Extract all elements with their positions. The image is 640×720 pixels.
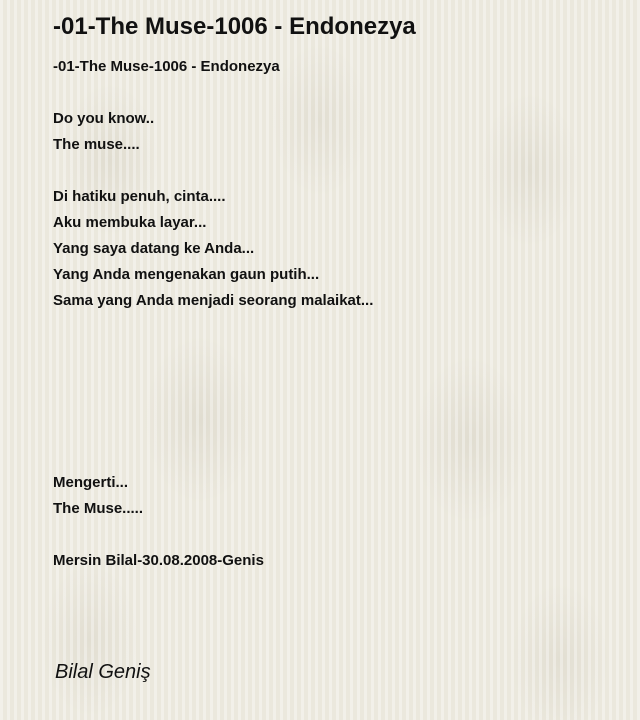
poem-line: Yang Anda mengenakan gaun putih... (53, 266, 320, 283)
poem-line: The muse.... (53, 136, 140, 153)
poem-line (53, 80, 613, 106)
poem-line: Do you know.. (53, 110, 155, 127)
poem-line: Aku membuka layar... (53, 214, 207, 231)
poem-line (53, 522, 613, 548)
poem-line: -01-The Muse-1006 - Endonezya (53, 58, 280, 75)
poem-line (53, 340, 613, 366)
poem-line: Sama yang Anda menjadi seorang malaikat... (53, 292, 374, 309)
poem-line: Yang saya datang ke Anda... (53, 240, 255, 257)
poem-line (53, 366, 613, 392)
author-name: Bilal Geniş (55, 661, 151, 683)
poem-line (53, 314, 613, 340)
poem-line (53, 444, 613, 470)
poem-line: Di hatiku penuh, cinta.... (53, 188, 226, 205)
poem-page (53, 12, 613, 569)
poem-line (53, 392, 613, 418)
poem-line (53, 158, 613, 184)
page-title: -01-The Muse-1006 - Endonezya (53, 13, 416, 40)
poem-line: Mengerti... (53, 474, 129, 491)
poem-line: Mersin Bilal-30.08.2008-Genis (53, 552, 264, 569)
poem-body (53, 54, 613, 574)
poem-line (53, 418, 613, 444)
poem-line: The Muse..... (53, 500, 144, 517)
